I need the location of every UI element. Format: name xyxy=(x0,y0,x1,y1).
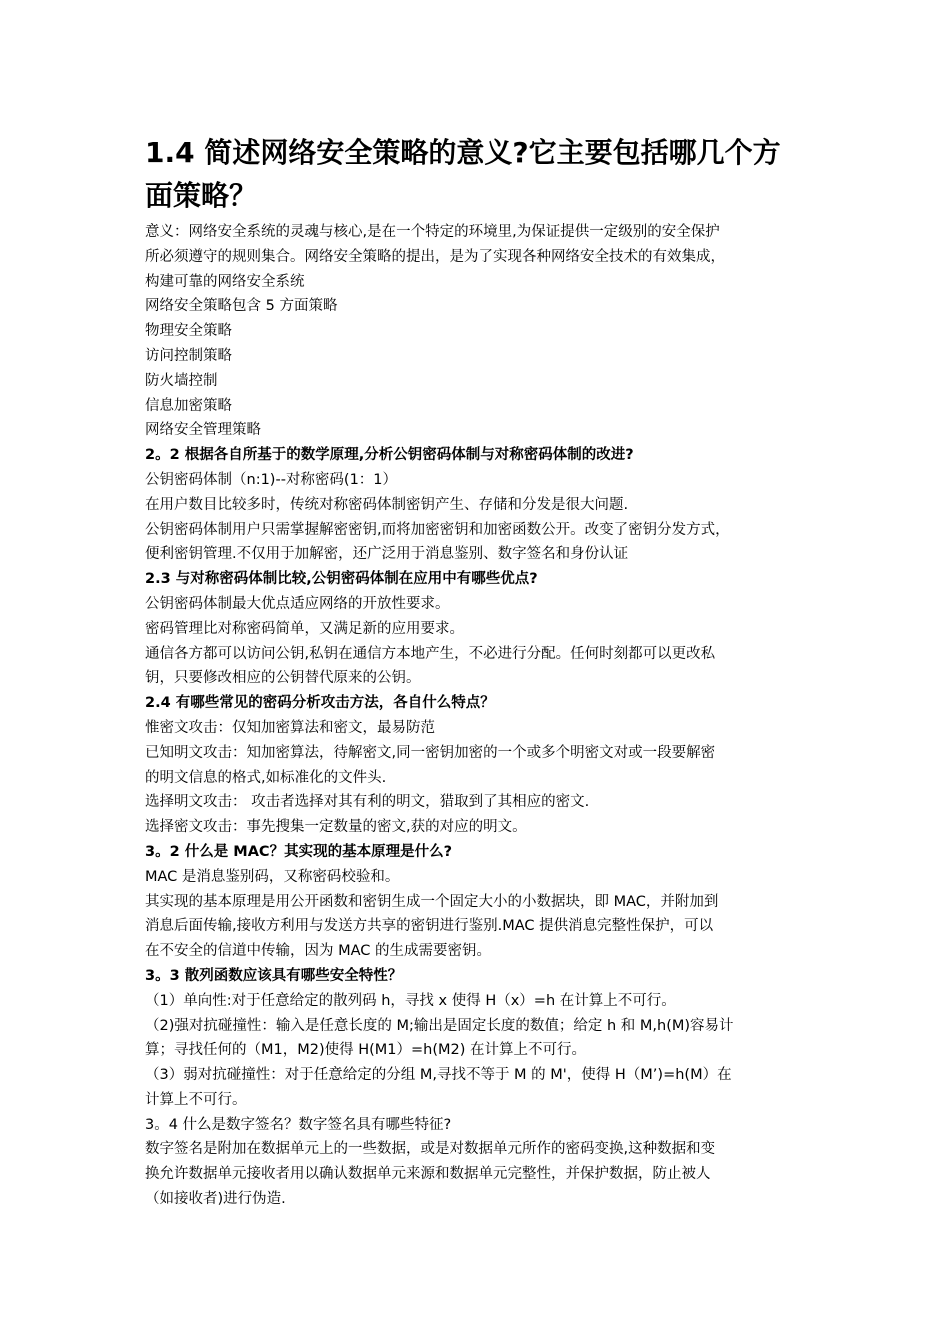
paragraph-line: 公钥密码体制用户只需掌握解密密钥,而将加密密钥和加密函数公开。改变了密钥分发方式， xyxy=(145,521,730,538)
paragraph-line: 通信各方都可以访问公钥,私钥在通信方本地产生，不必进行分配。任何时刻都可以更改私 xyxy=(145,645,716,662)
paragraph-line: 公钥密码体制最大优点适应网络的开放性要求。 xyxy=(145,595,450,612)
paragraph-line: 惟密文攻击：仅知加密算法和密文，最易防范 xyxy=(145,719,435,736)
paragraph-line: （1）单向性:对于任意给定的散列码 h，寻找 x 使得 H（x）=h 在计算上不可行。 xyxy=(145,992,676,1009)
paragraph-line: 算；寻找任何的（M1，M2)使得 H(M1）=h(M2) 在计算上不可行。 xyxy=(145,1042,587,1059)
paragraph-line: 选择明文攻击： 攻击者选择对其有利的明文，猎取到了其相应的密文. xyxy=(145,794,590,811)
paragraph-line: 密码管理比对称密码简单，又满足新的应用要求。 xyxy=(145,620,464,637)
paragraph-line: 数字签名是附加在数据单元上的一些数据，或是对数据单元所作的密码变换,这种数据和变 xyxy=(145,1141,716,1158)
paragraph-line: 钥，只要修改相应的公钥替代原来的公钥。 xyxy=(145,670,421,687)
paragraph-line: 物理安全策略 xyxy=(145,323,232,340)
paragraph-line: 网络安全管理策略 xyxy=(145,422,261,439)
section-heading: 3。2 什么是 MAC？其实现的基本原理是什么? xyxy=(145,843,452,860)
paragraph-line: 意义：网络安全系统的灵魂与核心,是在一个特定的环境里,为保证提供一定级别的安全保护 xyxy=(145,224,720,240)
paragraph-line: 在不安全的信道中传输，因为 MAC 的生成需要密钥。 xyxy=(145,943,492,960)
paragraph-line: 访问控制策略 xyxy=(145,347,232,364)
section-heading: 2。2 根据各自所基于的数学原理,分析公钥密码体制与对称密码体制的改进? xyxy=(145,447,634,464)
section-heading: 3。3 散列函数应该具有哪些安全特性？ xyxy=(145,967,403,984)
paragraph-line: 便利密钥管理.不仅用于加解密，还广泛用于消息鉴别、数字签名和身份认证 xyxy=(145,546,629,563)
paragraph-line: 在用户数目比较多时，传统对称密码体制密钥产生、存储和分发是很大问题. xyxy=(145,496,629,513)
document-body xyxy=(145,220,815,1212)
section-heading: 2.3 与对称密码体制比较,公钥密码体制在应用中有哪些优点? xyxy=(145,571,538,588)
paragraph-line: 构建可靠的网络安全系统 xyxy=(145,273,305,290)
paragraph-line: 已知明文攻击：知加密算法，待解密文,同一密钥加密的一个或多个明密文对或一段要解密 xyxy=(145,744,716,761)
paragraph-line: 信息加密策略 xyxy=(145,397,232,414)
title-line: 1.4 简述网络安全策略的意义?它主要包括哪几个方 xyxy=(145,136,781,169)
title-line: 面策略？ xyxy=(145,179,258,212)
paragraph-line: 消息后面传输,接收方利用与发送方共享的密钥进行鉴别.MAC 提供消息完整性保护，可以 xyxy=(145,918,714,935)
paragraph-line: 的明文信息的格式,如标准化的文件头. xyxy=(145,769,387,786)
paragraph-line: 计算上不可行。 xyxy=(145,1091,247,1108)
document-title xyxy=(145,131,815,217)
section-heading: 2.4 有哪些常见的密码分析攻击方法，各自什么特点？ xyxy=(145,695,495,712)
paragraph-line: 所必须遵守的规则集合。网络安全策略的提出，是为了实现各种网络安全技术的有效集成， xyxy=(145,248,725,265)
paragraph-line: 网络安全策略包含 5 方面策略 xyxy=(145,298,338,315)
paragraph-line: （2)强对抗碰撞性：输入是任意长度的 M;输出是固定长度的数值；给定 h 和 M,h(M)容易计 xyxy=(145,1017,734,1034)
paragraph-line: 防火墙控制 xyxy=(145,372,218,389)
paragraph-line: 换允许数据单元接收者用以确认数据单元来源和数据单元完整性，并保护数据，防止被人 xyxy=(145,1166,711,1183)
paragraph-line: MAC 是消息鉴别码，又称密码校验和。 xyxy=(145,868,400,885)
paragraph-line: 其实现的基本原理是用公开函数和密钥生成一个固定大小的小数据块，即 MAC，并附加到 xyxy=(145,893,719,910)
document-page xyxy=(145,131,815,1212)
paragraph-line: 3。4 什么是数字签名？数字签名具有哪些特征? xyxy=(145,1116,452,1133)
paragraph-line: 公钥密码体制（n:1)--对称密码(1：1） xyxy=(145,471,398,488)
paragraph-line: 选择密文攻击：事先搜集一定数量的密文,获的对应的明文。 xyxy=(145,819,527,836)
paragraph-line: （3）弱对抗碰撞性：对于任意给定的分组 M,寻找不等于 M 的 M'，使得 H（M’)=h(M）在 xyxy=(145,1067,732,1084)
paragraph-line: （如接收者)进行伪造. xyxy=(145,1191,286,1208)
